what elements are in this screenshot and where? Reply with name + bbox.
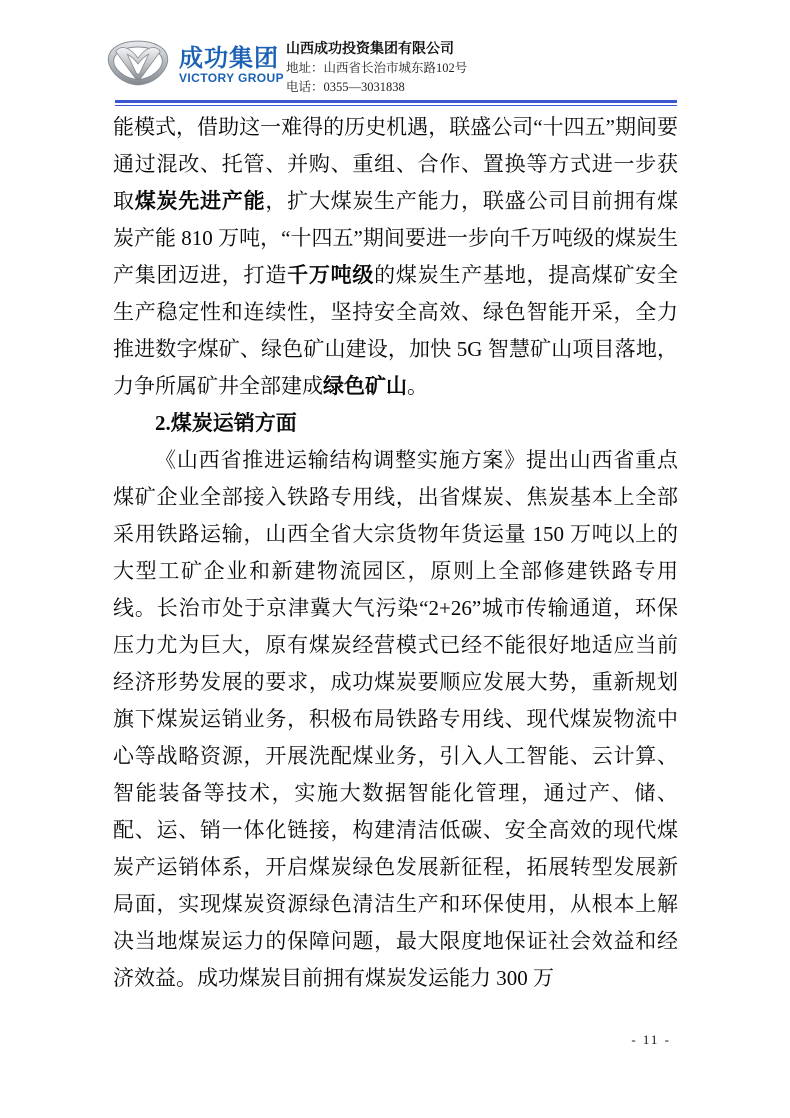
- logo-text: [179, 46, 283, 85]
- document-body: [113, 109, 678, 997]
- letterhead-divider-rule: [115, 100, 677, 106]
- company-info: [286, 40, 467, 97]
- company-name: 山西成功投资集团有限公司: [286, 42, 454, 57]
- paragraph-coal-transport: 《山西省推进运输结构调整实施方案》提出山西省重点煤矿企业全部接入铁路专用线，出省煤炭、焦炭基本上全部采用铁路运输，山西全省大宗货物年货运量 150 万吨以上的大型工矿企业和新建物流园区，原则上全部修建铁路专用线。长治市处于京津冀大气污染“2+26”城市传输通道，环保压力尤为巨大，原有煤炭经营模式已经不能很好地适应当前经济形势发展的要求，成功煤炭要顺应发展大势，重新规划旗下煤炭运销业务，积极布局铁路专用线、现代煤炭物流中心等战略资源，开展洗配煤业务，引入人工智能、云计算、智能装备等技术，实施大数据智能化管理，通过产、储、配、运、销一体化链接，构建清洁低碳、安全高效的现代煤炭产运销体系，开启煤炭绿色发展新征程，拓展转型发展新局面，实现煤炭资源绿色清洁生产和环保使用，从根本上解决当地煤炭运力的保障问题，最大限度地保证社会效益和经济效益。成功煤炭目前拥有煤炭发运能力 300 万: [113, 448, 678, 990]
- logo-name-en: VICTORY GROUP: [179, 71, 284, 85]
- paragraph-coal-production: 能模式，借助这一难得的历史机遇，联盛公司“十四五”期间要通过混改、托管、并购、重组、合作、置换等方式进一步获取煤炭先进产能，扩大煤炭生产能力，联盛公司目前拥有煤炭产能 810 万吨，“十四五”期间要进一步向千万吨级的煤炭生产集团迈进，打造千万吨级的煤炭生产基地，提高煤矿安全生产稳定性和连续性，坚持安全高效、绿色智能开采，全力推进数字煤矿、绿色矿山建设，加快 5G 智慧矿山项目落地，力争所属矿井全部建成绿色矿山。: [113, 115, 679, 398]
- page-number: - 11 -: [631, 1032, 671, 1047]
- section-heading-coal-transport: 2.煤炭运销方面: [155, 411, 297, 435]
- letterhead: [0, 0, 790, 100]
- company-phone: 电话：0355—3031838: [286, 80, 405, 94]
- victory-v-emblem-icon: [104, 38, 172, 88]
- company-address: 地址：山西省长治市城东路102号: [286, 61, 468, 75]
- logo-name-cn: 成功集团: [179, 45, 279, 72]
